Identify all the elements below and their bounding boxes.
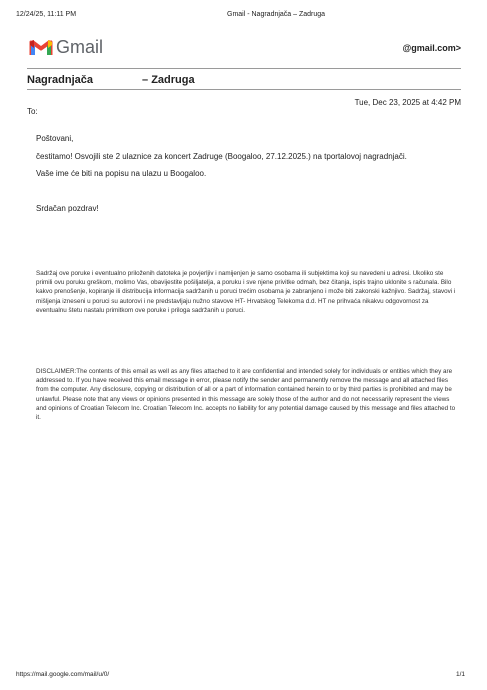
legal-disclaimer-en: DISCLAIMER:The contents of this email as well as any files attached to it are confidential and intended solely for individuals or entities which they are addressed to. If you have received this email message in error, please notify the sender and permanently remove the message and all attached files from the computer. Any disclosure, copying or distribution of all or a part of information contained herein to or by third parties is prohibited and may be unlawful. Please note that any views or opinions presented in this message are solely those of the author and do not necessarily represent the views and opinions of Croatian Telecom Inc. Croatian Telecom Inc. accepts no liability for any potential damage caused by this message and files attached to it. bbox=[36, 368, 456, 422]
subject-suffix: – Zadruga bbox=[142, 74, 195, 86]
email-date: Tue, Dec 23, 2025 at 4:42 PM bbox=[354, 98, 461, 107]
print-title: Gmail - Nagradnjača – Zadruga bbox=[227, 11, 326, 18]
subject-divider bbox=[27, 89, 461, 90]
email-closing: Srdačan pozdrav! bbox=[36, 204, 99, 213]
email-to: To: bbox=[27, 107, 38, 116]
header-divider bbox=[27, 68, 461, 69]
print-url: https://mail.google.com/mail/u/0/ bbox=[16, 671, 110, 678]
gmail-logo-text: Gmail bbox=[56, 37, 104, 57]
print-datetime: 12/24/25, 11:11 PM bbox=[16, 11, 77, 18]
account-email: @gmail.com> bbox=[402, 43, 461, 53]
email-line-2: Vaše ime će biti na popisu na ulazu u Boogaloo. bbox=[36, 169, 207, 178]
legal-disclaimer-hr: Sadržaj ove poruke i eventualno priloženih datoteka je povjerljiv i namijenjen je samo osobama ili subjektima koji su navedeni u adresi. Ukoliko ste primili ovu poruku greškom, molimo Vas, obavijestite pošiljatelja, a poruku i sve njene privitke odmah, bez čitanja, ispis trajno uklonite s računala. Bilo kakvo prenošenje, kopiranje ili distribucija informacija sadržanih u poruci trećim osobama je zabranjeno i može biti zakonski kažnjivo. Sadržaj, stavovi i mišljenja izneseni u poruci su autorovi i ne predstavljaju nužno stavove HT- Hrvatskog Telekoma d.d. HT ne prihvaća nikakvu odgovornost za eventualnu štetu nastalu primitkom ove poruke i priloga sadržanih u poruci. bbox=[36, 270, 456, 314]
email-subject bbox=[27, 74, 195, 86]
email-greeting: Poštovani, bbox=[36, 134, 74, 143]
subject-main: Nagradnjača bbox=[27, 74, 94, 86]
email-line-1: čestitamo! Osvojili ste 2 ulaznice za koncert Zadruge (Boogaloo, 27.12.2025.) na tportalovoj nagradnjači. bbox=[36, 152, 407, 161]
print-page-number: 1/1 bbox=[455, 671, 465, 678]
